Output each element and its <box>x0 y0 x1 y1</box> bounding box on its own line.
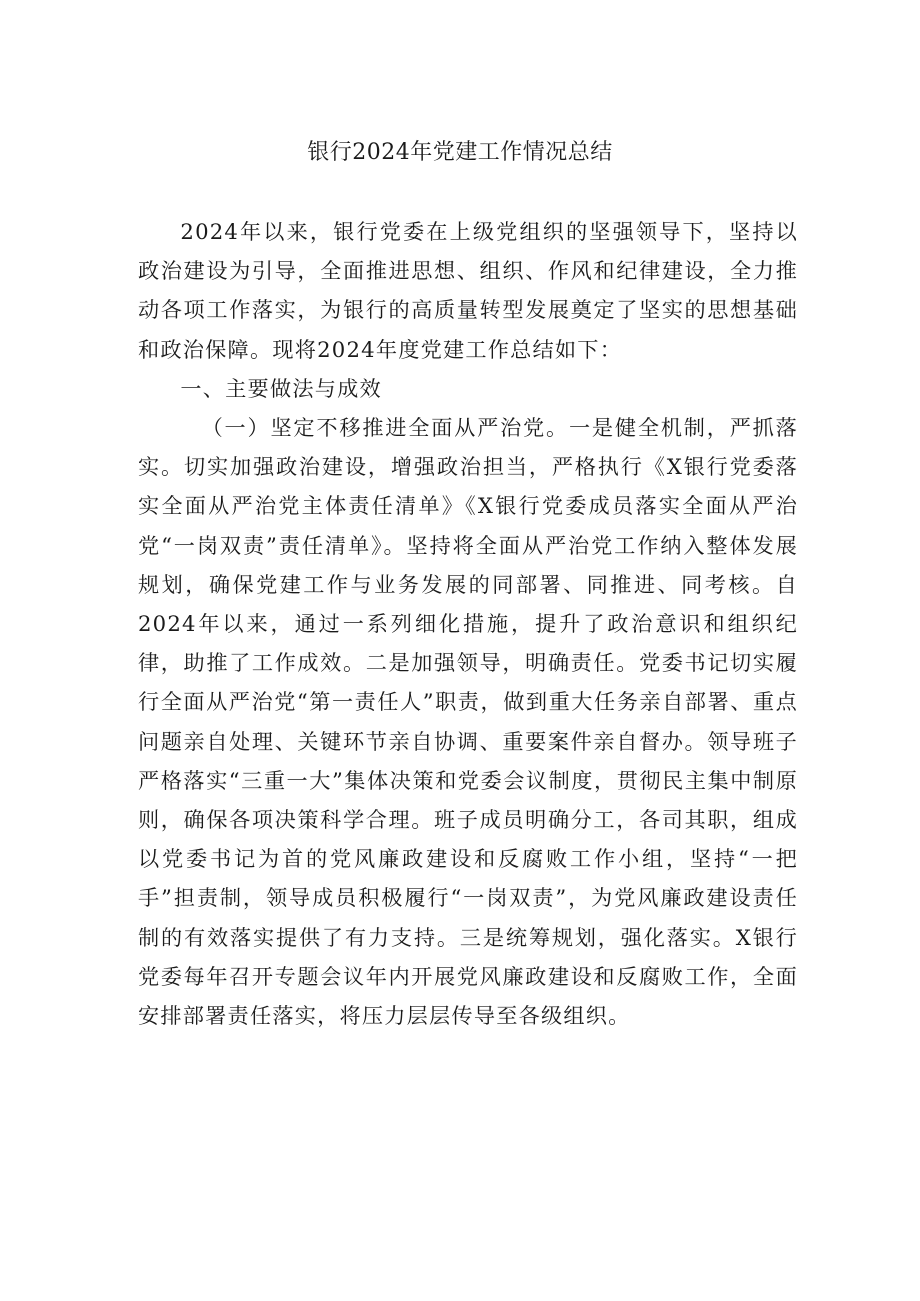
document-title: 银行2024年党建工作情况总结 <box>307 140 613 165</box>
subsection-paragraph: （一）坚定不移推进全面从严治党。一是健全机制，严抓落实。切实加强政治建设，增强政治担当，严格执行《X银行党委落实全面从严治党主体责任清单》《X银行党委成员落实全面从严治党“一岗双责”责任清单》。坚持将全面从严治党工作纳入整体发展规划，确保党建工作与业务发展的同部署、同推进、同考核。自2024年以来，通过一系列细化措施，提升了政治意识和组织纪律，助推了工作成效。二是加强领导，明确责任。党委书记切实履行全面从严治党“第一责任人”职责，做到重大任务亲自部署、重点问题亲自处理、关键环节亲自协调、重要案件亲自督办。领导班子严格落实“三重一大”集体决策和党委会议制度，贯彻民主集中制原则，确保各项决策科学合理。班子成员明确分工，各司其职，组成以党委书记为首的党风廉政建设和反腐败工作小组，坚持“一把手”担责制，领导成员积极履行“一岗双责”，为党风廉政建设责任制的有效落实提供了有力支持。三是统筹规划，强化落实。X银行党委每年召开专题会议年内开展党风廉政建设和反腐败工作，全面安排部署责任落实，将压力层层传导至各级组织。 <box>138 415 798 1029</box>
intro-paragraph: 2024年以来，银行党委在上级党组织的坚强领导下，坚持以政治建设为引导，全面推进思想、组织、作风和纪律建设，全力推动各项工作落实，为银行的高质量转型发展奠定了坚实的思想基础和政治保障。现将2024年度党建工作总结如下： <box>138 219 798 362</box>
document-body <box>138 212 798 1035</box>
section-heading: 一、主要做法与成效 <box>180 375 382 401</box>
